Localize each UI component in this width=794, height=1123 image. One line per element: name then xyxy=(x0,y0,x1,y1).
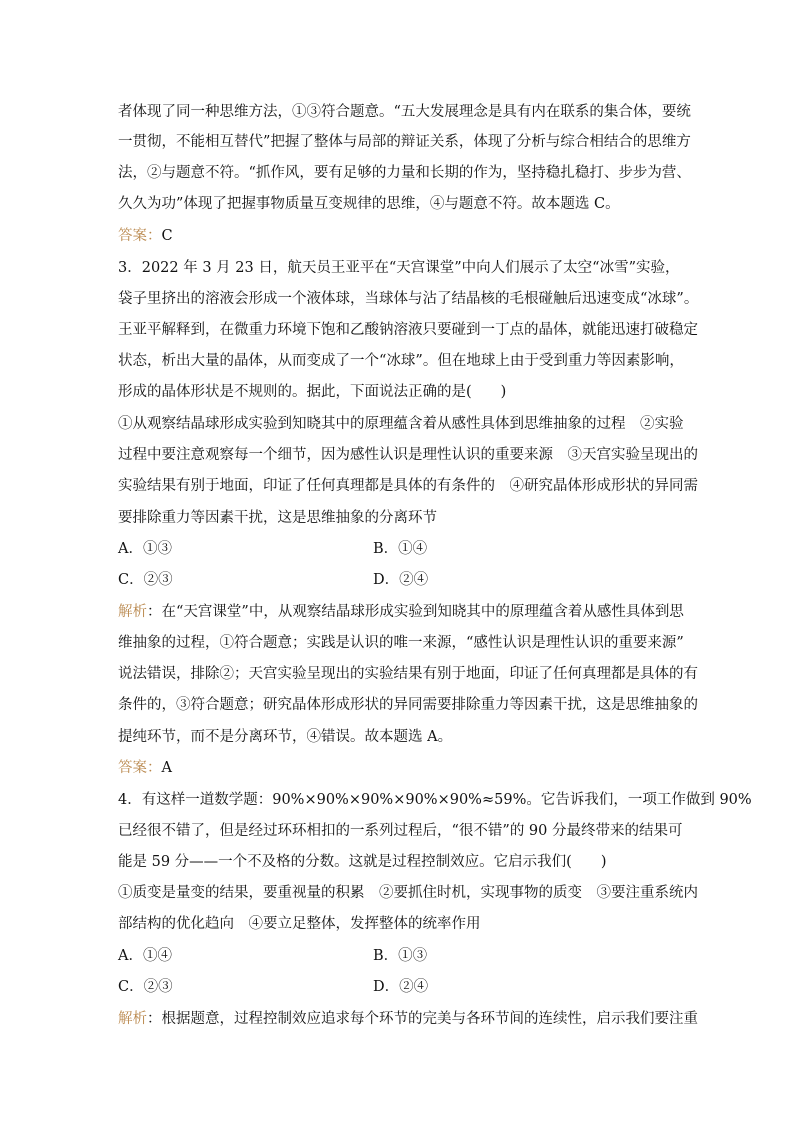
question-3-option-b: B．①④ xyxy=(373,541,428,557)
question-3-statement-line: ①从观察结晶球形成实验到知晓其中的原理蕴含着从感性具体到思维抽象的过程 ②实验 xyxy=(118,416,684,432)
question-3-stem-line: 袋子里挤出的溶液会形成一个液体球，当球体与沾了结晶核的毛根碰触后迅速变成“冰球”。 xyxy=(118,291,699,307)
answer-label: 答案： xyxy=(118,228,162,244)
question-4-stem-line: 能是 59 分——一个不及格的分数。这就是过程控制效应。它启示我们( ) xyxy=(118,854,607,870)
question-3-statement-line: 实验结果有别于地面，印证了任何真理都是具体的有条件的 ④研究晶体形成形状的异同需 xyxy=(118,478,698,494)
question-3-statement-line: 过程中要注意观察每一个细节，因为感性认识是理性认识的重要来源 ③天宫实验呈现出的 xyxy=(118,447,698,463)
question-3-analysis-line: 维抽象的过程，①符合题意；实践是认识的唯一来源，“感性认识是理性认识的重要来源” xyxy=(118,635,684,651)
question-4-option-c: C．②③ xyxy=(118,979,173,995)
analysis-line: 久久为功”体现了把握事物质量互变规律的思维，④与题意不符。故本题选 C。 xyxy=(118,196,620,212)
question-3-analysis-line: 提纯环节，而不是分离环节，④错误。故本题选 A。 xyxy=(118,729,453,745)
question-3-analysis-line: 条件的，③符合题意；研究晶体形成形状的异同需要排除重力等因素干扰，这是思维抽象的 xyxy=(118,697,698,713)
question-3-statement-line: 要排除重力等因素干扰，这是思维抽象的分离环节 xyxy=(118,510,437,526)
analysis-text: ：在“天宫课堂”中，从观察结晶球形成实验到知晓其中的原理蕴含着从感性具体到思 xyxy=(147,604,684,620)
question-3-option-d: D．②④ xyxy=(373,572,429,588)
analysis-text: ：根据题意，过程控制效应追求每个环节的完美与各环节间的连续性，启示我们要注重 xyxy=(147,1011,698,1027)
question-3-stem-line: 3．2022 年 3 月 23 日，航天员王亚平在“天宫课堂”中向人们展示了太空“冰雪”实验， xyxy=(118,260,680,276)
question-4-stem-line: 4．有这样一道数学题：90%×90%×90%×90%×90%≈59%。它告诉我们，一项工作做到 90% xyxy=(118,792,752,808)
answer-line xyxy=(118,226,173,246)
question-4-analysis-line xyxy=(118,1009,698,1029)
analysis-line: 法，②与题意不符。“抓作风，要有足够的力量和长期的作为，坚持稳扎稳打、步步为营、 xyxy=(118,165,691,181)
question-3-option-c: C．②③ xyxy=(118,572,173,588)
answer-label: 答案： xyxy=(118,760,162,776)
question-3-answer-line xyxy=(118,758,172,778)
analysis-line: 一贯彻，不能相互替代”把握了整体与局部的辩证关系，体现了分析与综合相结合的思维方 xyxy=(118,134,691,150)
question-4-option-a: A．①④ xyxy=(118,948,172,964)
question-4-stem-line: 已经很不错了，但是经过环环相扣的一系列过程后，“很不错”的 90 分最终带来的结果可 xyxy=(118,823,683,839)
question-3-analysis-line: 说法错误，排除②；天宫实验呈现出的实验结果有别于地面，印证了任何真理都是具体的有 xyxy=(118,666,698,682)
question-3-analysis-line xyxy=(118,602,684,622)
question-4-statement-line: 部结构的优化趋向 ④要立足整体，发挥整体的统率作用 xyxy=(118,916,481,932)
analysis-line: 者体现了同一种思维方法，①③符合题意。“五大发展理念是具有内在联系的集合体，要统 xyxy=(118,104,691,120)
answer-value: A xyxy=(161,760,172,776)
question-3-stem-line: 状态，析出大量的晶体，从而变成了一个“冰球”。但在地球上由于受到重力等因素影响， xyxy=(118,353,684,369)
question-3-stem-line: 形成的晶体形状是不规则的。据此，下面说法正确的是( ) xyxy=(118,384,507,400)
analysis-label: 解析 xyxy=(118,1011,147,1027)
question-4-option-b: B．①③ xyxy=(373,948,428,964)
analysis-label: 解析 xyxy=(118,604,147,620)
question-4-statement-line: ①质变是量变的结果，要重视量的积累 ②要抓住时机，实现事物的质变 ③要注重系统内 xyxy=(118,885,698,901)
answer-value: C xyxy=(161,228,173,244)
question-3-option-a: A．①③ xyxy=(118,541,172,557)
question-4-option-d: D．②④ xyxy=(373,979,429,995)
question-3-stem-line: 王亚平解释到，在微重力环境下饱和乙酸钠溶液只要碰到一丁点的晶体，就能迅速打破稳定 xyxy=(118,322,698,338)
